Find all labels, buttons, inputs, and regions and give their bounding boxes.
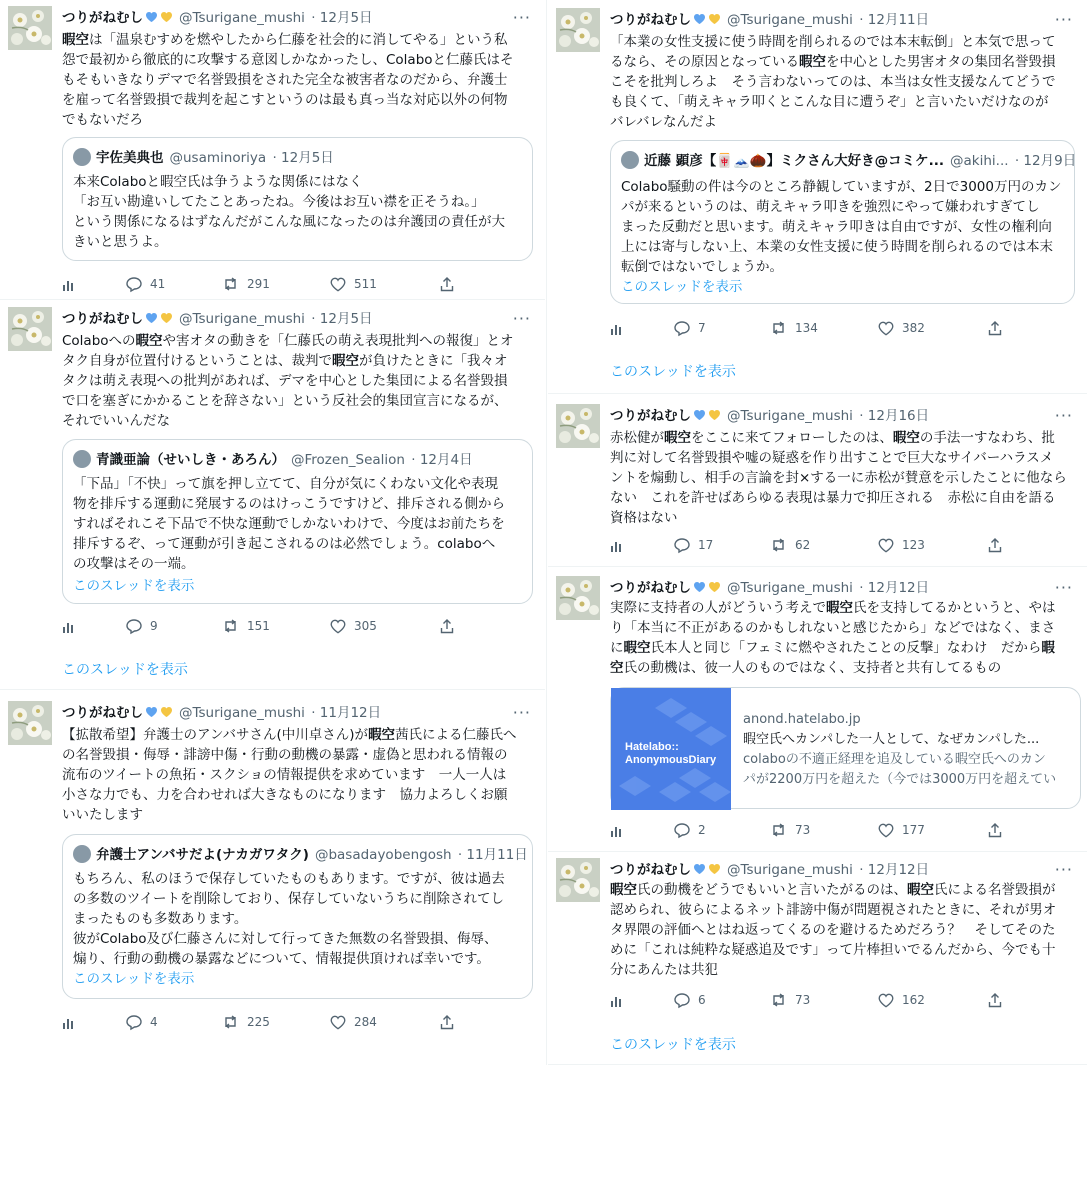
quoted-author-handle: @akihi...: [950, 153, 1009, 169]
tweet-actions: [62, 274, 525, 294]
quoted-avatar: [621, 151, 639, 169]
tweet-actions: [62, 616, 525, 636]
reply-icon: [674, 321, 698, 335]
share-icon: [988, 823, 1010, 837]
tweet-header: [610, 860, 1077, 880]
like-button[interactable]: [878, 318, 925, 338]
quoted-avatar: [73, 450, 91, 468]
avatar[interactable]: [556, 8, 600, 52]
show-thread-link[interactable]: このスレッドを表示: [610, 1037, 736, 1053]
retweet-icon: [222, 277, 247, 291]
tweet-actions: [610, 990, 1067, 1010]
tweet[interactable]: [548, 398, 1087, 567]
heart-emoji-icon: [143, 10, 173, 26]
share-button[interactable]: [988, 820, 1010, 840]
show-thread-link[interactable]: このスレッドを表示: [610, 364, 736, 380]
tweet-actions: [62, 1012, 525, 1032]
author-handle[interactable]: @Tsurigane_mushi: [727, 408, 853, 424]
reply-count: 4: [150, 1015, 158, 1029]
retweet-button[interactable]: [770, 820, 810, 840]
tweet[interactable]: [548, 570, 1087, 852]
author-name[interactable]: つりがねむし: [610, 408, 691, 424]
like-count: 284: [354, 1015, 377, 1029]
retweet-button[interactable]: [222, 274, 270, 294]
retweet-button[interactable]: [222, 616, 270, 636]
like-button[interactable]: [330, 1012, 377, 1032]
reply-button[interactable]: [674, 535, 713, 555]
tweet-text: 「本業の女性支援に使う時間を削られるのでは本末転倒」と本気で思って るなら、その原因となっている暇空を中心とした男害オタの集団名誉毀損 こそを批判しろよ そう言わないってのは、本当は女性支援なんてどうで も良くて、「萌えキャラ叩くとこんな目に遭うぞ」と言いたいだけなのが バレバレなんだよ: [610, 34, 1056, 130]
reply-icon: [674, 993, 698, 1007]
like-count: 511: [354, 277, 377, 291]
retweet-count: 62: [795, 538, 811, 552]
link-card-description: パが2200万円を超えた（今では3000万円を超えてい: [743, 772, 1057, 787]
reply-icon: [674, 538, 698, 552]
like-button[interactable]: [878, 535, 925, 555]
retweet-button[interactable]: [770, 535, 810, 555]
reply-count: 41: [150, 277, 166, 291]
column-divider: [546, 0, 547, 1065]
like-count: 305: [354, 619, 377, 633]
reply-button[interactable]: [126, 616, 158, 636]
reply-count: 17: [698, 538, 714, 552]
reply-count: 2: [698, 823, 706, 837]
tweet-text: 赤松健が暇空をここに来てフォローしたのは、暇空の手法一すなわち、批 判に対して名誉毀損や嘘の疑惑を作り出すことで巨大なサイバーハラスメ ントを煽動し、相手の言論を封×する一に赤松が賛意を示したことに他なら ない これを許せばあらゆる表現は暴力で抑圧される 赤松に自由を語る 資格はない: [610, 430, 1067, 526]
like-icon: [330, 277, 354, 291]
quoted-author-name: 近藤 顕彦【🀄🗻🌰】ミクさん大好き@コミケ...: [644, 153, 945, 169]
share-icon: [440, 277, 462, 291]
analytics-icon: [610, 993, 632, 1007]
more-options-icon[interactable]: ···: [512, 309, 531, 328]
author-handle[interactable]: @Tsurigane_mushi: [179, 311, 305, 327]
quoted-author-handle: @usaminoriya: [169, 150, 267, 166]
author-handle[interactable]: @Tsurigane_mushi: [727, 12, 853, 28]
retweet-button[interactable]: [770, 990, 810, 1010]
like-count: 123: [902, 538, 925, 552]
like-button[interactable]: [878, 820, 925, 840]
tweet[interactable]: [0, 0, 545, 300]
tweet-date[interactable]: · 12月5日: [311, 311, 373, 327]
heart-emoji-icon: [143, 311, 173, 327]
like-icon: [878, 321, 902, 335]
like-icon: [878, 993, 902, 1007]
quoted-tweet[interactable]: [62, 834, 533, 999]
like-count: 177: [902, 823, 925, 837]
share-button[interactable]: [988, 990, 1010, 1010]
tweet-header: [610, 406, 1077, 426]
quoted-date: · 12月5日: [272, 150, 334, 166]
like-icon: [330, 619, 354, 633]
author-name[interactable]: つりがねむし: [610, 12, 691, 28]
tweet[interactable]: [548, 2, 1087, 394]
retweet-icon: [222, 1015, 247, 1029]
quoted-text: 「下品」「不快」って旗を押し立てて、自分が気にくわない文化や表現 物を排斥する運動に発展するのはけっこうですけど、排斥される側から すればそれこそ下品で不快な運動でしかないわけで、今度はお前たちを 排斥するぞ、って運動が引き起こされるのは必然でしょう。colaboへ の攻撃はその一端。: [73, 476, 505, 572]
like-count: 162: [902, 993, 925, 1007]
tweet-text: 【拡散希望】弁護士のアンバサさん(中川卓さん)が暇空茜氏による仁藤氏へ の名誉毀損・侮辱・誹謗中傷・行動の動機の暴露・虚偽と思われる情報の 流布のツイートの魚拓・スクショの情報提供を求めています 一人一人は 小さな力でも、力を合わせれば大きなものになります 協力よろしくお願 いいたします: [62, 727, 517, 823]
retweet-icon: [770, 823, 795, 837]
more-options-icon[interactable]: ···: [1054, 406, 1073, 425]
reply-icon: [126, 619, 150, 633]
hatelabo-logo: [611, 688, 731, 810]
share-icon: [988, 538, 1010, 552]
analytics-icon: [62, 619, 84, 633]
author-name[interactable]: つりがねむし: [610, 580, 691, 596]
quoted-tweet[interactable]: [62, 137, 533, 261]
tweet-header: [62, 8, 535, 28]
reply-button[interactable]: [126, 1012, 158, 1032]
more-options-icon[interactable]: ···: [1054, 578, 1073, 597]
more-options-icon[interactable]: ···: [512, 8, 531, 27]
tweet-header: [62, 703, 535, 723]
analytics-icon: [610, 321, 632, 335]
tweet[interactable]: [548, 852, 1087, 1065]
like-icon: [878, 538, 902, 552]
link-card-image: [611, 688, 731, 810]
tweet[interactable]: [0, 695, 545, 1045]
quoted-show-thread-link[interactable]: このスレッドを表示: [621, 279, 743, 295]
analytics-button[interactable]: [610, 820, 632, 840]
reply-button[interactable]: [674, 318, 706, 338]
tweet-text: Colaboへの暇空や害オタの動きを「仁藤氏の萌え表現批判への報復」とオ タク自身が位置付けるということは、裁判で暇空が負けたときに「我々オ タクは萌え表現への批判があれば、デマを中心とした集団による名誉毀損 で口を塞ぎにかかることを辞さない」という反社会的集団宣言になるが、 それでいいんだな: [62, 333, 514, 429]
analytics-button[interactable]: [610, 990, 632, 1010]
tweet-actions: [610, 820, 1067, 840]
analytics-icon: [610, 538, 632, 552]
author-handle[interactable]: @Tsurigane_mushi: [727, 580, 853, 596]
quoted-author-name: 弁護士アンバサだよ(ナカガワタク): [96, 847, 309, 863]
quoted-date: · 11月11日: [457, 847, 528, 863]
quoted-date: · 12月9日: [1014, 153, 1077, 169]
link-card[interactable]: [610, 687, 1081, 809]
author-handle[interactable]: @Tsurigane_mushi: [179, 10, 305, 26]
tweet-actions: [610, 318, 1067, 338]
tweet-header: [62, 309, 535, 329]
share-button[interactable]: [440, 1012, 462, 1032]
tweet-date[interactable]: · 12月12日: [859, 580, 930, 596]
share-icon: [440, 1015, 462, 1029]
like-count: 382: [902, 321, 925, 335]
tweet[interactable]: [0, 301, 545, 690]
quoted-author-handle: @basadayobengosh: [314, 847, 452, 863]
more-options-icon[interactable]: ···: [1054, 860, 1073, 879]
tweet-date[interactable]: · 12月11日: [859, 12, 930, 28]
analytics-button[interactable]: [62, 1012, 84, 1032]
share-button[interactable]: [988, 318, 1010, 338]
analytics-button[interactable]: [62, 274, 84, 294]
reply-count: 6: [698, 993, 706, 1007]
tweet-text: 暇空は「温泉むすめを燃やしたから仁藤を社会的に消してやる」という私 怨で最初から徹底的に攻撃する意図しかなかったし、Colaboと仁藤氏はそ もそもいきなりデマで名誉毀損をされた完全な被害者なのだから、弁護士 を雇って名誉毀損で裁判を起こすというのは最も真っ当な対応以外の何物 でもないだろ: [62, 32, 514, 128]
analytics-button[interactable]: [610, 318, 632, 338]
like-icon: [330, 1015, 354, 1029]
quoted-date: · 12月4日: [411, 452, 473, 468]
retweet-icon: [222, 619, 247, 633]
analytics-button[interactable]: [62, 616, 84, 636]
retweet-count: 151: [247, 619, 270, 633]
heart-emoji-icon: [691, 862, 721, 878]
tweet-date[interactable]: · 12月12日: [859, 862, 930, 878]
analytics-icon: [62, 277, 84, 291]
quoted-avatar: [73, 845, 91, 863]
tweet-text: 実際に支持者の人がどういう考えで暇空氏を支持してるかというと、やは り「本当に不正があるのかもしれないと感じたから」などではなく、まさ に暇空氏本人と同じ「フェミに燃やされたことの反撃」なわけ だから暇 空氏の動機は、彼一人のものではなく、支持者と共有してるもの: [610, 600, 1056, 676]
author-handle[interactable]: @Tsurigane_mushi: [179, 705, 305, 721]
quoted-tweet[interactable]: [62, 439, 533, 604]
tweet-date[interactable]: · 11月12日: [311, 705, 382, 721]
avatar[interactable]: [556, 576, 600, 620]
reply-icon: [674, 823, 698, 837]
reply-button[interactable]: [126, 274, 165, 294]
author-name[interactable]: つりがねむし: [610, 862, 691, 878]
avatar[interactable]: [8, 701, 52, 745]
analytics-button[interactable]: [610, 535, 632, 555]
quoted-author-name: 青識亜論（せいしき・あろん）: [96, 452, 285, 468]
tweet-header: [610, 10, 1077, 30]
retweet-count: 134: [795, 321, 818, 335]
reply-icon: [126, 277, 150, 291]
reply-button[interactable]: [674, 990, 706, 1010]
share-button[interactable]: [440, 616, 462, 636]
author-name[interactable]: つりがねむし: [62, 10, 143, 26]
retweet-count: 73: [795, 993, 811, 1007]
svg-text:Hatelabo::: Hatelabo::: [625, 741, 679, 753]
like-button[interactable]: [330, 274, 377, 294]
tweet-date[interactable]: · 12月16日: [859, 408, 930, 424]
avatar[interactable]: [556, 404, 600, 448]
heart-emoji-icon: [691, 408, 721, 424]
quoted-tweet[interactable]: [610, 140, 1075, 304]
avatar[interactable]: [8, 307, 52, 351]
quoted-text: Colabo騒動の件は今のところ静観していますが、2日で3000万円のカン パが来るというのは、萌えキャラ叩きを強烈にやって嫌われすぎてし まった反動だと思います。萌えキャラ叩きは自由ですが、女性の権利向 上には寄与しない上、本業の女性支援に使う時間を削られるのでは本末 転倒ではないでしょうか。: [621, 179, 1062, 275]
quoted-text: 本来Colaboと暇空氏は争うような関係にはなく 「お互い勘違いしてたことあったね。今後はお互い襟を正そうね。」 という関係になるはずなんだがこんな風になったのは弁護団の責任が大 きいと思うよ。: [73, 174, 505, 250]
share-button[interactable]: [440, 274, 462, 294]
heart-emoji-icon: [143, 705, 173, 721]
author-handle[interactable]: @Tsurigane_mushi: [727, 862, 853, 878]
retweet-icon: [770, 993, 795, 1007]
tweet-header: [610, 578, 1077, 598]
tweet-actions: [610, 535, 1067, 555]
tweet-text: 暇空氏の動機をどうでもいいと言いたがるのは、暇空氏による名誉毀損が 認められ、彼らによるネット誹謗中傷が問題視されたときに、それが男オ タ界隈の評価へとはね返ってくるのを避けるためだろう？ そしてそのた めに「これは純粋な疑惑追及です」って片棒担いでるんだから、今でも十 分にあんたは共犯: [610, 882, 1057, 978]
avatar[interactable]: [556, 858, 600, 902]
share-icon: [440, 619, 462, 633]
retweet-icon: [770, 321, 795, 335]
heart-emoji-icon: [691, 580, 721, 596]
like-icon: [878, 823, 902, 837]
like-button[interactable]: [330, 616, 377, 636]
quoted-avatar: [73, 148, 91, 166]
avatar[interactable]: [8, 6, 52, 50]
retweet-count: 291: [247, 277, 270, 291]
show-thread-link[interactable]: このスレッドを表示: [62, 662, 188, 678]
reply-count: 7: [698, 321, 706, 335]
retweet-button[interactable]: [770, 318, 818, 338]
svg-text:AnonymousDiary: AnonymousDiary: [625, 754, 717, 766]
more-options-icon[interactable]: ···: [512, 703, 531, 722]
quoted-show-thread-link[interactable]: このスレッドを表示: [73, 971, 195, 987]
retweet-icon: [770, 538, 795, 552]
link-card-domain: anond.hatelabo.jp: [743, 712, 861, 727]
share-icon: [988, 993, 1010, 1007]
author-name[interactable]: つりがねむし: [62, 311, 143, 327]
share-icon: [988, 321, 1010, 335]
reply-count: 9: [150, 619, 158, 633]
analytics-icon: [610, 823, 632, 837]
link-card-title: 暇空氏へカンパした一人として、なぜカンパした...: [743, 732, 1040, 747]
retweet-count: 225: [247, 1015, 270, 1029]
quoted-show-thread-link[interactable]: このスレッドを表示: [73, 578, 195, 594]
tweet-date[interactable]: · 12月5日: [311, 10, 373, 26]
like-button[interactable]: [878, 990, 925, 1010]
analytics-icon: [62, 1015, 84, 1029]
retweet-button[interactable]: [222, 1012, 270, 1032]
heart-emoji-icon: [691, 12, 721, 28]
reply-icon: [126, 1015, 150, 1029]
author-name[interactable]: つりがねむし: [62, 705, 143, 721]
retweet-count: 73: [795, 823, 811, 837]
quoted-author-name: 宇佐美典也: [96, 150, 164, 166]
share-button[interactable]: [988, 535, 1010, 555]
quoted-text: もちろん、私のほうで保存していたものもあります。ですが、彼は過去 の多数のツイートを削除しており、保存していないうちに削除されてし まったものも多数あります。 彼がColabo及び仁藤さんに対して行ってきた無数の名誉毀損、侮辱、 煽り、行動の動機の暴露などについて、情報提供頂ければ幸いです。: [73, 871, 505, 967]
link-card-text: [743, 710, 1072, 790]
link-card-description: colaboの不適正経理を追及している暇空氏へのカン: [743, 752, 1046, 767]
more-options-icon[interactable]: ···: [1054, 10, 1073, 29]
reply-button[interactable]: [674, 820, 706, 840]
quoted-author-handle: @Frozen_Sealion: [291, 452, 405, 468]
